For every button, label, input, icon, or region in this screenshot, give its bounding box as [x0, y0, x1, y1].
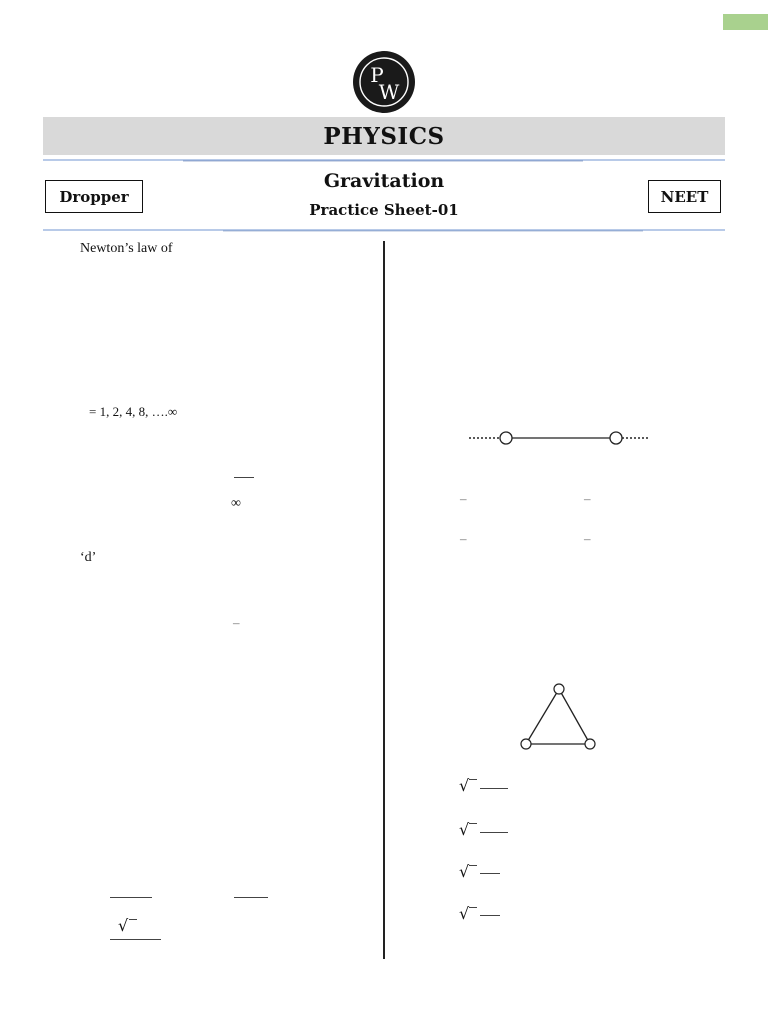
exam-tag: NEET	[648, 180, 721, 213]
option-c-mark: –	[460, 531, 467, 546]
chapter-title: Gravitation	[323, 170, 445, 192]
logo-letter-p: P	[370, 63, 384, 87]
fraction-line	[234, 897, 268, 898]
fraction-line	[480, 788, 508, 789]
header-rule-bottom	[43, 228, 725, 232]
minus-mark: –	[233, 615, 240, 630]
subject-bar	[43, 117, 725, 155]
column-divider	[383, 241, 385, 959]
option-a-sqrt: √	[459, 776, 470, 795]
fraction-line	[110, 897, 152, 898]
two-mass-diagram	[466, 428, 656, 448]
mass-circle	[521, 739, 531, 749]
option-a-mark: –	[460, 491, 467, 506]
option-c-sqrt: √	[459, 862, 470, 881]
sqrt-overbar	[469, 823, 477, 824]
sqrt-symbol: √	[118, 916, 129, 935]
mass-circle	[554, 684, 564, 694]
mass-circle	[500, 432, 512, 444]
logo-letter-w: W	[378, 80, 400, 104]
fraction-line	[480, 873, 500, 874]
sqrt-overbar	[129, 919, 137, 920]
triangle-mass-diagram	[516, 680, 598, 752]
infinity-symbol: ∞	[231, 496, 241, 511]
pw-logo	[352, 50, 416, 114]
subject-title: PHYSICS	[323, 122, 445, 150]
mass-circle	[610, 432, 622, 444]
option-d-mark: –	[584, 531, 591, 546]
option-b-sqrt: √	[459, 820, 470, 839]
sqrt-overbar	[469, 779, 477, 780]
sqrt-overbar	[469, 907, 477, 908]
fraction-line	[234, 477, 254, 478]
corner-accent-tab	[723, 14, 768, 30]
question-1-text: Newton’s law of	[80, 241, 173, 256]
series-expression: = 1, 2, 4, 8, ….∞	[89, 404, 178, 419]
header-rule-top	[43, 158, 725, 162]
fraction-line	[480, 832, 508, 833]
sheet-title: Practice Sheet-01	[309, 201, 459, 219]
distance-label-d: ‘d’	[80, 550, 97, 565]
option-d-sqrt: √	[459, 904, 470, 923]
fraction-line	[480, 915, 500, 916]
batch-tag: Dropper	[45, 180, 143, 213]
fraction-line	[110, 939, 161, 940]
option-b-mark: –	[584, 491, 591, 506]
mass-circle	[585, 739, 595, 749]
sqrt-overbar	[469, 865, 477, 866]
